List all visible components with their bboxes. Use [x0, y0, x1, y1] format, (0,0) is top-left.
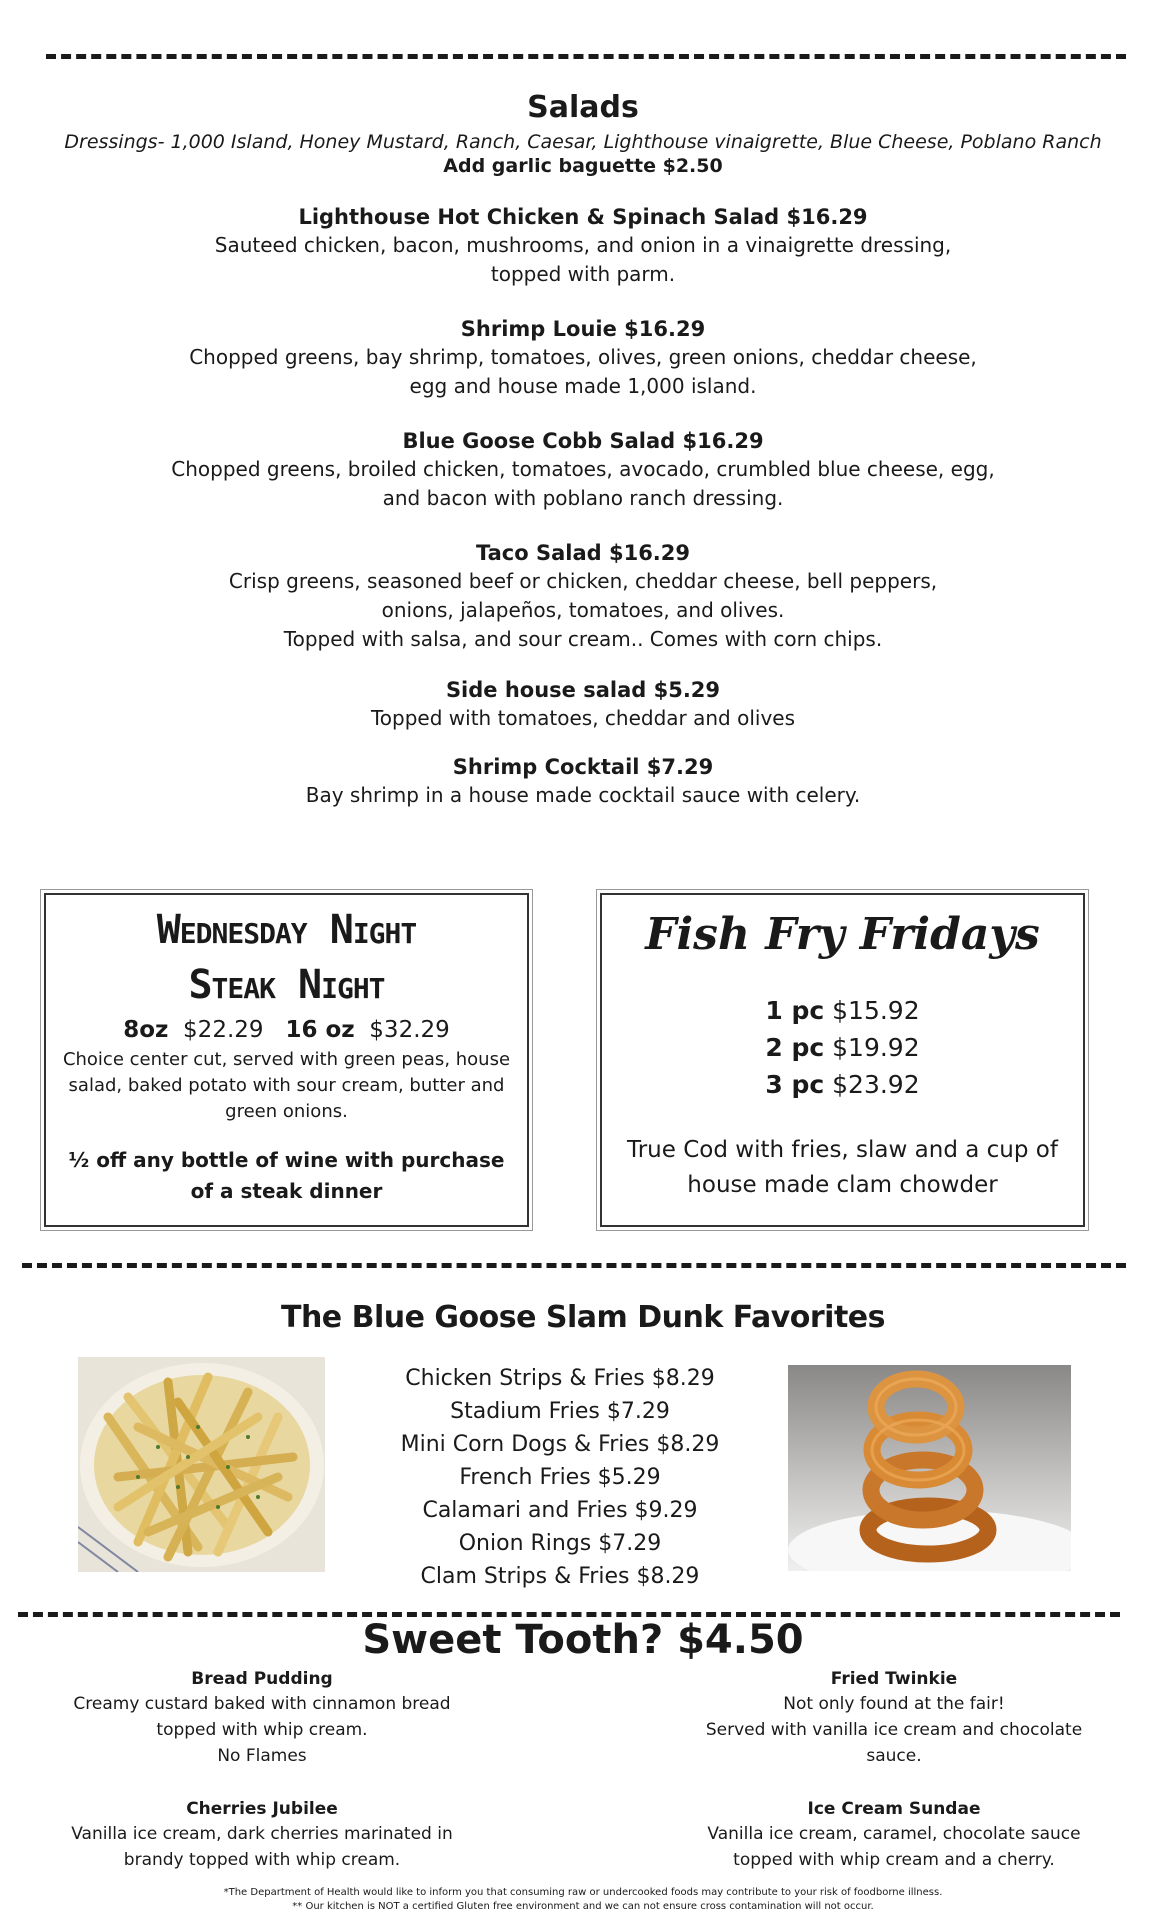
- steak-size-16oz: 16 oz: [285, 1017, 355, 1043]
- salads-title: Salads: [527, 90, 639, 125]
- steak-title-line1: Wednesday Night: [156, 907, 417, 953]
- list-item: Onion Rings $7.29: [458, 1531, 662, 1556]
- steak-description: Choice center cut, served with green peas, house salad, baked potato with sour cream, butter and green onions.: [62, 1049, 511, 1122]
- steak-price-8oz: $22.29: [183, 1017, 264, 1043]
- fries-illustration: [78, 1357, 325, 1572]
- fish-fry-title: Fish Fry Fridays: [645, 909, 1040, 960]
- steak-prices: [46, 1017, 527, 1043]
- sweet-tooth-title: Sweet Tooth? $4.50: [362, 1617, 804, 1663]
- item-description: Topped with tomatoes, cheddar and olives: [370, 706, 796, 730]
- footnotes: [0, 1886, 1166, 1914]
- menu-item: [40, 755, 1126, 810]
- fish-fry-box: [600, 893, 1085, 1227]
- fish-qty: 2 pc: [765, 1033, 825, 1062]
- item-description: Chopped greens, bay shrimp, tomatoes, olives, green onions, cheddar cheese, egg and house made 1,000 island.: [189, 345, 977, 398]
- dessert-item: [42, 1799, 482, 1873]
- dessert-name: Bread Pudding: [191, 1669, 333, 1689]
- item-description: Crisp greens, seasoned beef or chicken, cheddar cheese, bell peppers, onions, jalapeños, tomatoes, and olives. Topped with salsa, and sour cream.. Comes with corn chips.: [228, 569, 938, 651]
- dessert-name: Fried Twinkie: [830, 1669, 958, 1689]
- fish-qty: 3 pc: [765, 1070, 825, 1099]
- fish-price: $15.92: [832, 996, 920, 1025]
- dessert-item: [674, 1669, 1114, 1769]
- menu-item: [40, 678, 1126, 733]
- dressings-list: Dressings- 1,000 Island, Honey Mustard, Ranch, Caesar, Lighthouse vinaigrette, Blue Cheese, Poblano Ranch: [64, 131, 1102, 153]
- item-name: Blue Goose Cobb Salad $16.29: [402, 429, 764, 453]
- item-name: Shrimp Cocktail $7.29: [452, 755, 714, 779]
- fish-price-row: [602, 992, 1083, 1029]
- item-description: Chopped greens, broiled chicken, tomatoes, avocado, crumbled blue cheese, egg, and bacon with poblano ranch dressing.: [171, 457, 995, 510]
- steak-night-box: [44, 893, 529, 1227]
- fish-description: True Cod with fries, slaw and a cup of house made clam chowder: [627, 1137, 1058, 1198]
- item-description: Sauteed chicken, bacon, mushrooms, and onion in a vinaigrette dressing, topped with parm.: [214, 233, 952, 286]
- divider-top: [46, 54, 1126, 59]
- steak-price-16oz: $32.29: [369, 1017, 450, 1043]
- wine-promo: ½ off any bottle of wine with purchase of a steak dinner: [68, 1148, 505, 1203]
- dessert-description: Not only found at the fair! Served with vanilla ice cream and chocolate sauce.: [705, 1694, 1083, 1766]
- onion-rings-illustration: [788, 1365, 1071, 1571]
- menu-item: [40, 429, 1126, 513]
- fish-price: $19.92: [832, 1033, 920, 1062]
- list-item: Clam Strips & Fries $8.29: [420, 1564, 700, 1589]
- steak-size-8oz: 8oz: [123, 1017, 169, 1043]
- gluten-disclaimer: ** Our kitchen is NOT a certified Gluten free environment and we can not ensure cross contamination will not occur.: [292, 1901, 874, 1912]
- item-name: Taco Salad $16.29: [475, 541, 691, 565]
- menu-item: [40, 317, 1126, 401]
- garlic-baguette-addon: Add garlic baguette $2.50: [443, 155, 723, 177]
- fish-price-row: [602, 1066, 1083, 1103]
- list-item: Chicken Strips & Fries $8.29: [405, 1366, 715, 1391]
- item-description: Bay shrimp in a house made cocktail sauce with celery.: [305, 783, 861, 807]
- list-item: French Fries $5.29: [459, 1465, 661, 1490]
- fries-photo: [78, 1357, 325, 1572]
- dessert-description: Vanilla ice cream, caramel, chocolate sauce topped with whip cream and a cherry.: [707, 1824, 1081, 1870]
- list-item: Stadium Fries $7.29: [450, 1399, 670, 1424]
- dessert-item: [674, 1799, 1114, 1873]
- fish-price: $23.92: [832, 1070, 920, 1099]
- list-item: Calamari and Fries $9.29: [422, 1498, 698, 1523]
- dessert-description: Creamy custard baked with cinnamon bread topped with whip cream. No Flames: [73, 1694, 451, 1766]
- item-name: Shrimp Louie $16.29: [460, 317, 706, 341]
- onion-rings-photo: [788, 1365, 1071, 1571]
- dessert-description: Vanilla ice cream, dark cherries marinated in brandy topped with whip cream.: [71, 1824, 453, 1870]
- salads-section: [40, 90, 1126, 810]
- dessert-name: Cherries Jubilee: [186, 1799, 338, 1819]
- fish-qty: 1 pc: [765, 996, 825, 1025]
- health-disclaimer: *The Department of Health would like to inform you that consuming raw or undercooked foods may contribute to your risk of foodborne illness.: [223, 1887, 943, 1898]
- steak-title-line2: Steak Night: [188, 962, 385, 1008]
- dessert-item: [42, 1669, 482, 1769]
- dessert-name: Ice Cream Sundae: [807, 1799, 981, 1819]
- item-name: Lighthouse Hot Chicken & Spinach Salad $16.29: [298, 205, 868, 229]
- fish-price-row: [602, 1029, 1083, 1066]
- menu-item: [40, 541, 1126, 654]
- item-name: Side house salad $5.29: [445, 678, 721, 702]
- slam-dunk-title: The Blue Goose Slam Dunk Favorites: [280, 1300, 886, 1335]
- slam-dunk-list: [370, 1362, 750, 1593]
- list-item: Mini Corn Dogs & Fries $8.29: [400, 1432, 720, 1457]
- menu-item: [40, 205, 1126, 289]
- fish-prices: [602, 992, 1083, 1103]
- divider-middle: [22, 1263, 1126, 1268]
